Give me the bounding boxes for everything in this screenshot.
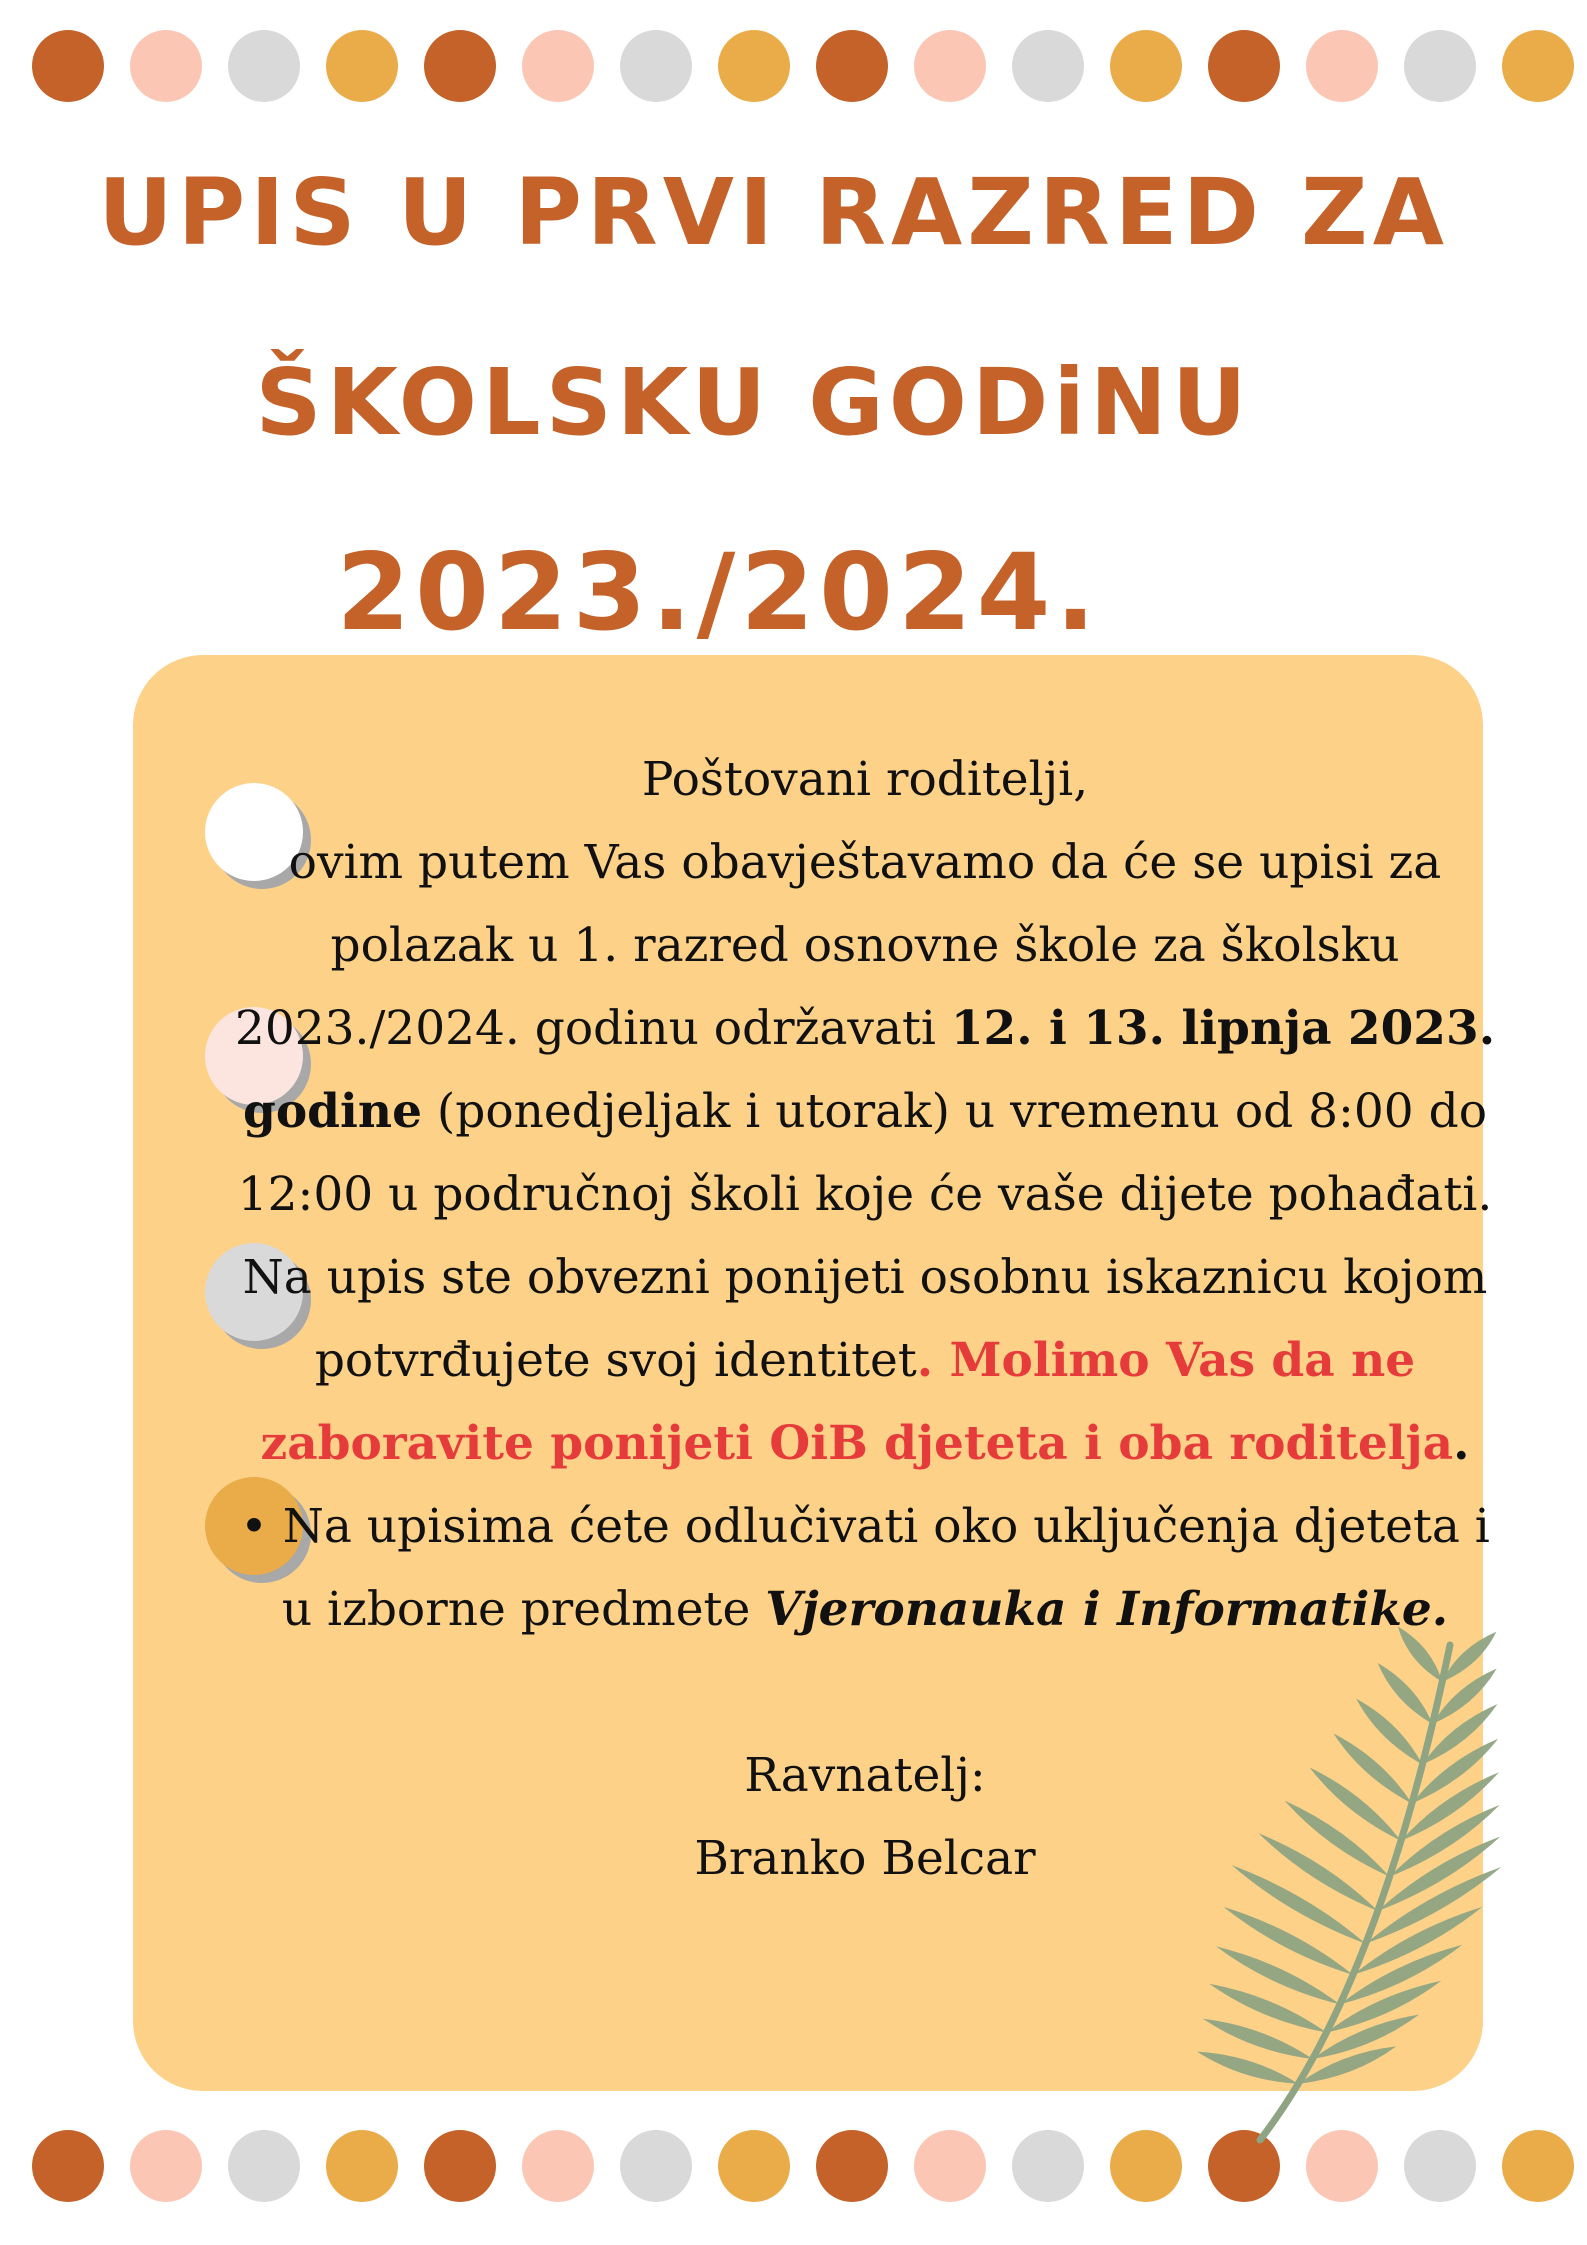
border-dot bbox=[32, 30, 104, 102]
paragraph-enrollment-dates bbox=[225, 821, 1505, 1236]
leaf-frond bbox=[1224, 1907, 1353, 1975]
border-dot bbox=[1502, 30, 1574, 102]
border-dot bbox=[130, 2130, 202, 2202]
border-dot bbox=[718, 30, 790, 102]
border-dot bbox=[424, 2130, 496, 2202]
oib-reminder: . Molimo Vas da ne zaboravite ponijeti OiB djeteta i oba roditelja bbox=[260, 1333, 1454, 1471]
border-dot bbox=[620, 30, 692, 102]
border-dot bbox=[1012, 30, 1084, 102]
paragraph-documents bbox=[225, 1236, 1505, 1485]
title-line-2: ŠKOLSKU GODiNU bbox=[255, 349, 1252, 456]
border-dot bbox=[1110, 30, 1182, 102]
spacer bbox=[225, 1651, 1505, 1734]
border-dot bbox=[424, 30, 496, 102]
greeting: Poštovani roditelji, bbox=[641, 752, 1089, 807]
documents-text: Na upis ste obvezni ponijeti osobnu iskaznicu kojom potvrđujete svoj identitet bbox=[242, 1250, 1488, 1388]
border-dot bbox=[522, 2130, 594, 2202]
border-dot bbox=[228, 30, 300, 102]
signature-title: Ravnatelj: bbox=[744, 1748, 986, 1803]
signature-name: Branko Belcar bbox=[694, 1831, 1036, 1886]
documents-period: . bbox=[1453, 1416, 1470, 1471]
border-dot bbox=[816, 2130, 888, 2202]
border-dot bbox=[326, 30, 398, 102]
enrollment-text: ovim putem Vas obavještavamo da će se upisi za polazak u 1. razred osnovne škole za školsku 2023./2024. godinu održavati bbox=[234, 835, 1442, 1056]
border-dot bbox=[1012, 2130, 1084, 2202]
border-dot bbox=[228, 2130, 300, 2202]
enrollment-time-text: (ponedjeljak i utorak) u vremenu od 8:00 do 12:00 u područnoj školi koje će vaše dijete pohađati. bbox=[237, 1084, 1493, 1222]
border-dot bbox=[130, 30, 202, 102]
border-dot bbox=[1306, 30, 1378, 102]
border-dot bbox=[914, 2130, 986, 2202]
border-dot bbox=[1110, 2130, 1182, 2202]
leaf-frond bbox=[1197, 2052, 1298, 2084]
border-dot bbox=[522, 30, 594, 102]
paragraph-electives bbox=[225, 1485, 1505, 1651]
border-dot bbox=[914, 30, 986, 102]
elective-subjects: Vjeronauka i Informatike. bbox=[765, 1582, 1449, 1637]
enrollment-dates: 12. i 13. lipnja 2023. godine bbox=[242, 1001, 1496, 1139]
top-dot-border bbox=[0, 30, 1587, 110]
electives-text: • Na upisima ćete odlučivati oko uključenja djeteta i u izborne predmete bbox=[240, 1499, 1490, 1637]
border-dot bbox=[1404, 30, 1476, 102]
page-title bbox=[0, 118, 1587, 688]
border-dot bbox=[718, 2130, 790, 2202]
border-dot bbox=[326, 2130, 398, 2202]
border-dot bbox=[620, 2130, 692, 2202]
notice-text bbox=[225, 738, 1505, 1900]
title-line-3: 2023./2024. bbox=[336, 531, 1101, 654]
border-dot bbox=[816, 30, 888, 102]
border-dot bbox=[1208, 30, 1280, 102]
title-line-1: UPIS U PRVI RAZRED ZA bbox=[98, 159, 1449, 266]
border-dot bbox=[32, 2130, 104, 2202]
